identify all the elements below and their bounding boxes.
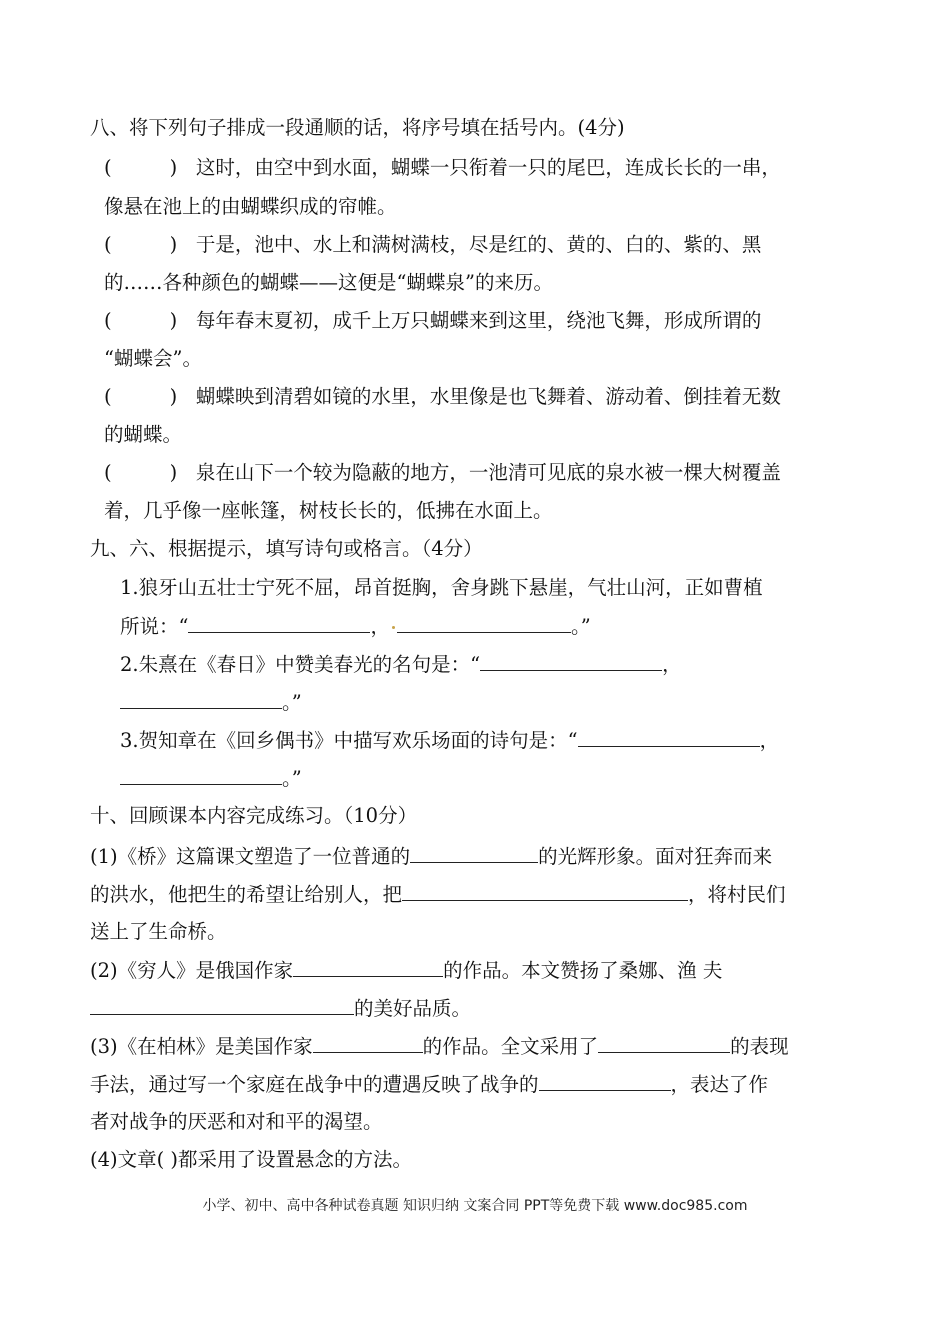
answer-blank[interactable] (313, 1032, 423, 1053)
section-9-heading: 九、六、根据提示，填写诗句或格言。（4分） (90, 537, 483, 560)
review-p1-line-3: 送上了生命桥。 (90, 920, 227, 943)
order-item-1-line-2: 像悬在池上的由蝴蝶织成的帘帷。 (104, 195, 397, 218)
bracket-open: ( (104, 233, 112, 256)
review-p3-line-3: 者对战争的厌恶和对和平的渴望。 (90, 1110, 383, 1133)
order-item-5-line-2: 着，几乎像一座帐篷，树枝长长的，低拂在水面上。 (104, 499, 553, 522)
order-item-text: 于是，池中、水上和满树满枝，尽是红的、黄的、白的、紫的、黑 (195, 233, 762, 256)
close-quote: 。” (571, 615, 591, 638)
order-item-4-line-2: 的蝴蝶。 (104, 423, 183, 446)
comma: ， (759, 729, 780, 752)
review-text: 的表现 (730, 1035, 789, 1058)
bracket-open: ( (104, 461, 112, 484)
poem-q2-line-2 (120, 688, 302, 717)
review-text: 的光辉形象。面对狂奔而来 (538, 845, 773, 868)
dot-mark (392, 626, 395, 629)
review-text: ，表达了作 (670, 1073, 769, 1096)
order-item-4-line-1 (104, 383, 781, 411)
poem-q1-line-1: 1.狼牙山五壮士宁死不屈，昂首挺胸，舍身跳下悬崖，气壮山河，正如曹植 (120, 576, 763, 599)
review-p1-line-2 (90, 880, 786, 909)
review-text: (2)《穷人》是俄国作家 (90, 959, 294, 982)
order-item-text: 泉在山下一个较为隐蔽的地方，一池清可见底的泉水被一棵大树覆盖 (195, 461, 781, 484)
answer-blank[interactable] (402, 880, 688, 901)
answer-blank[interactable] (120, 688, 282, 709)
review-p2-line-1 (90, 956, 722, 985)
poem-q1-line-2 (120, 612, 591, 641)
review-p2-line-2 (90, 994, 471, 1023)
section-10-heading: 十、回顾课本内容完成练习。（10分） (90, 804, 418, 827)
review-text: 的作品。本文赞扬了桑娜、渔 夫 (443, 959, 723, 982)
order-item-2-line-1 (104, 231, 761, 259)
review-text: (3)《在柏林》是美国作家 (90, 1035, 313, 1058)
answer-blank[interactable] (539, 1070, 671, 1091)
order-item-5-line-1 (104, 459, 781, 487)
poem-q1-prefix: 所说：“ (120, 615, 189, 638)
review-text: 的作品。全文采用了 (422, 1035, 599, 1058)
poem-q2-prefix: 2.朱熹在《春日》中赞美春光的名句是：“ (120, 653, 481, 676)
review-text: (1)《桥》这篇课文塑造了一位普通的 (90, 845, 411, 868)
bracket-close: ) (169, 156, 178, 179)
order-item-text: 这时，由空中到水面，蝴蝶一只衔着一只的尾巴，连成长长的一串， (195, 156, 781, 179)
answer-blank[interactable] (598, 1032, 730, 1053)
close-quote: 。” (282, 691, 302, 714)
bracket-close: ) (169, 461, 178, 484)
review-text: 的美好品质。 (354, 997, 472, 1020)
answer-blank[interactable] (397, 612, 571, 633)
order-item-text: 蝴蝶映到清碧如镜的水里，水里像是也飞舞着、游动着、倒挂着无数 (195, 385, 781, 408)
review-p4: (4)文章( )都采用了设置悬念的方法。 (90, 1148, 413, 1171)
bracket-close: ) (169, 385, 178, 408)
poem-q3-line-1 (120, 726, 779, 755)
review-p1-line-1 (90, 842, 772, 871)
order-item-3-line-2: “蝴蝶会”。 (104, 347, 202, 370)
review-p3-line-2 (90, 1070, 768, 1099)
review-text: 的洪水，他把生的希望让给别人，把 (90, 883, 403, 906)
poem-q2-line-1 (120, 650, 682, 679)
bracket-open: ( (104, 309, 112, 332)
answer-blank[interactable] (480, 650, 662, 671)
poem-q3-line-2 (120, 764, 302, 793)
answer-blank[interactable] (90, 994, 354, 1015)
order-item-text: 每年春末夏初，成千上万只蝴蝶来到这里，绕池飞舞，形成所谓的 (195, 309, 762, 332)
close-quote: 。” (282, 767, 302, 790)
comma: ， (370, 615, 390, 638)
review-text: 手法，通过写一个家庭在战争中的遭遇反映了战争的 (90, 1073, 539, 1096)
bracket-open: ( (104, 385, 112, 408)
review-p3-line-1 (90, 1032, 789, 1061)
section-8-heading: 八、将下列句子排成一段通顺的话，将序号填在括号内。(4分) (90, 116, 625, 139)
comma: ， (662, 653, 682, 676)
order-item-3-line-1 (104, 307, 761, 335)
bracket-close: ) (169, 309, 178, 332)
order-item-1-line-1 (104, 154, 781, 182)
bracket-close: ) (169, 233, 178, 256)
answer-blank[interactable] (188, 612, 370, 633)
answer-blank[interactable] (293, 956, 443, 977)
page-footer: 小学、初中、高中各种试卷真题 知识归纳 文案合同 PPT等免费下载 www.doc985.com (202, 1198, 748, 1214)
bracket-open: ( (104, 156, 112, 179)
answer-blank[interactable] (120, 764, 282, 785)
answer-blank[interactable] (410, 842, 538, 863)
review-text: ，将村民们 (688, 883, 786, 906)
answer-blank[interactable] (578, 726, 760, 747)
poem-q3-prefix: 3.贺知章在《回乡偶书》中描写欢乐场面的诗句是：“ (120, 729, 578, 752)
order-item-2-line-2: 的……各种颜色的蝴蝶——这便是“蝴蝶泉”的来历。 (104, 271, 553, 294)
